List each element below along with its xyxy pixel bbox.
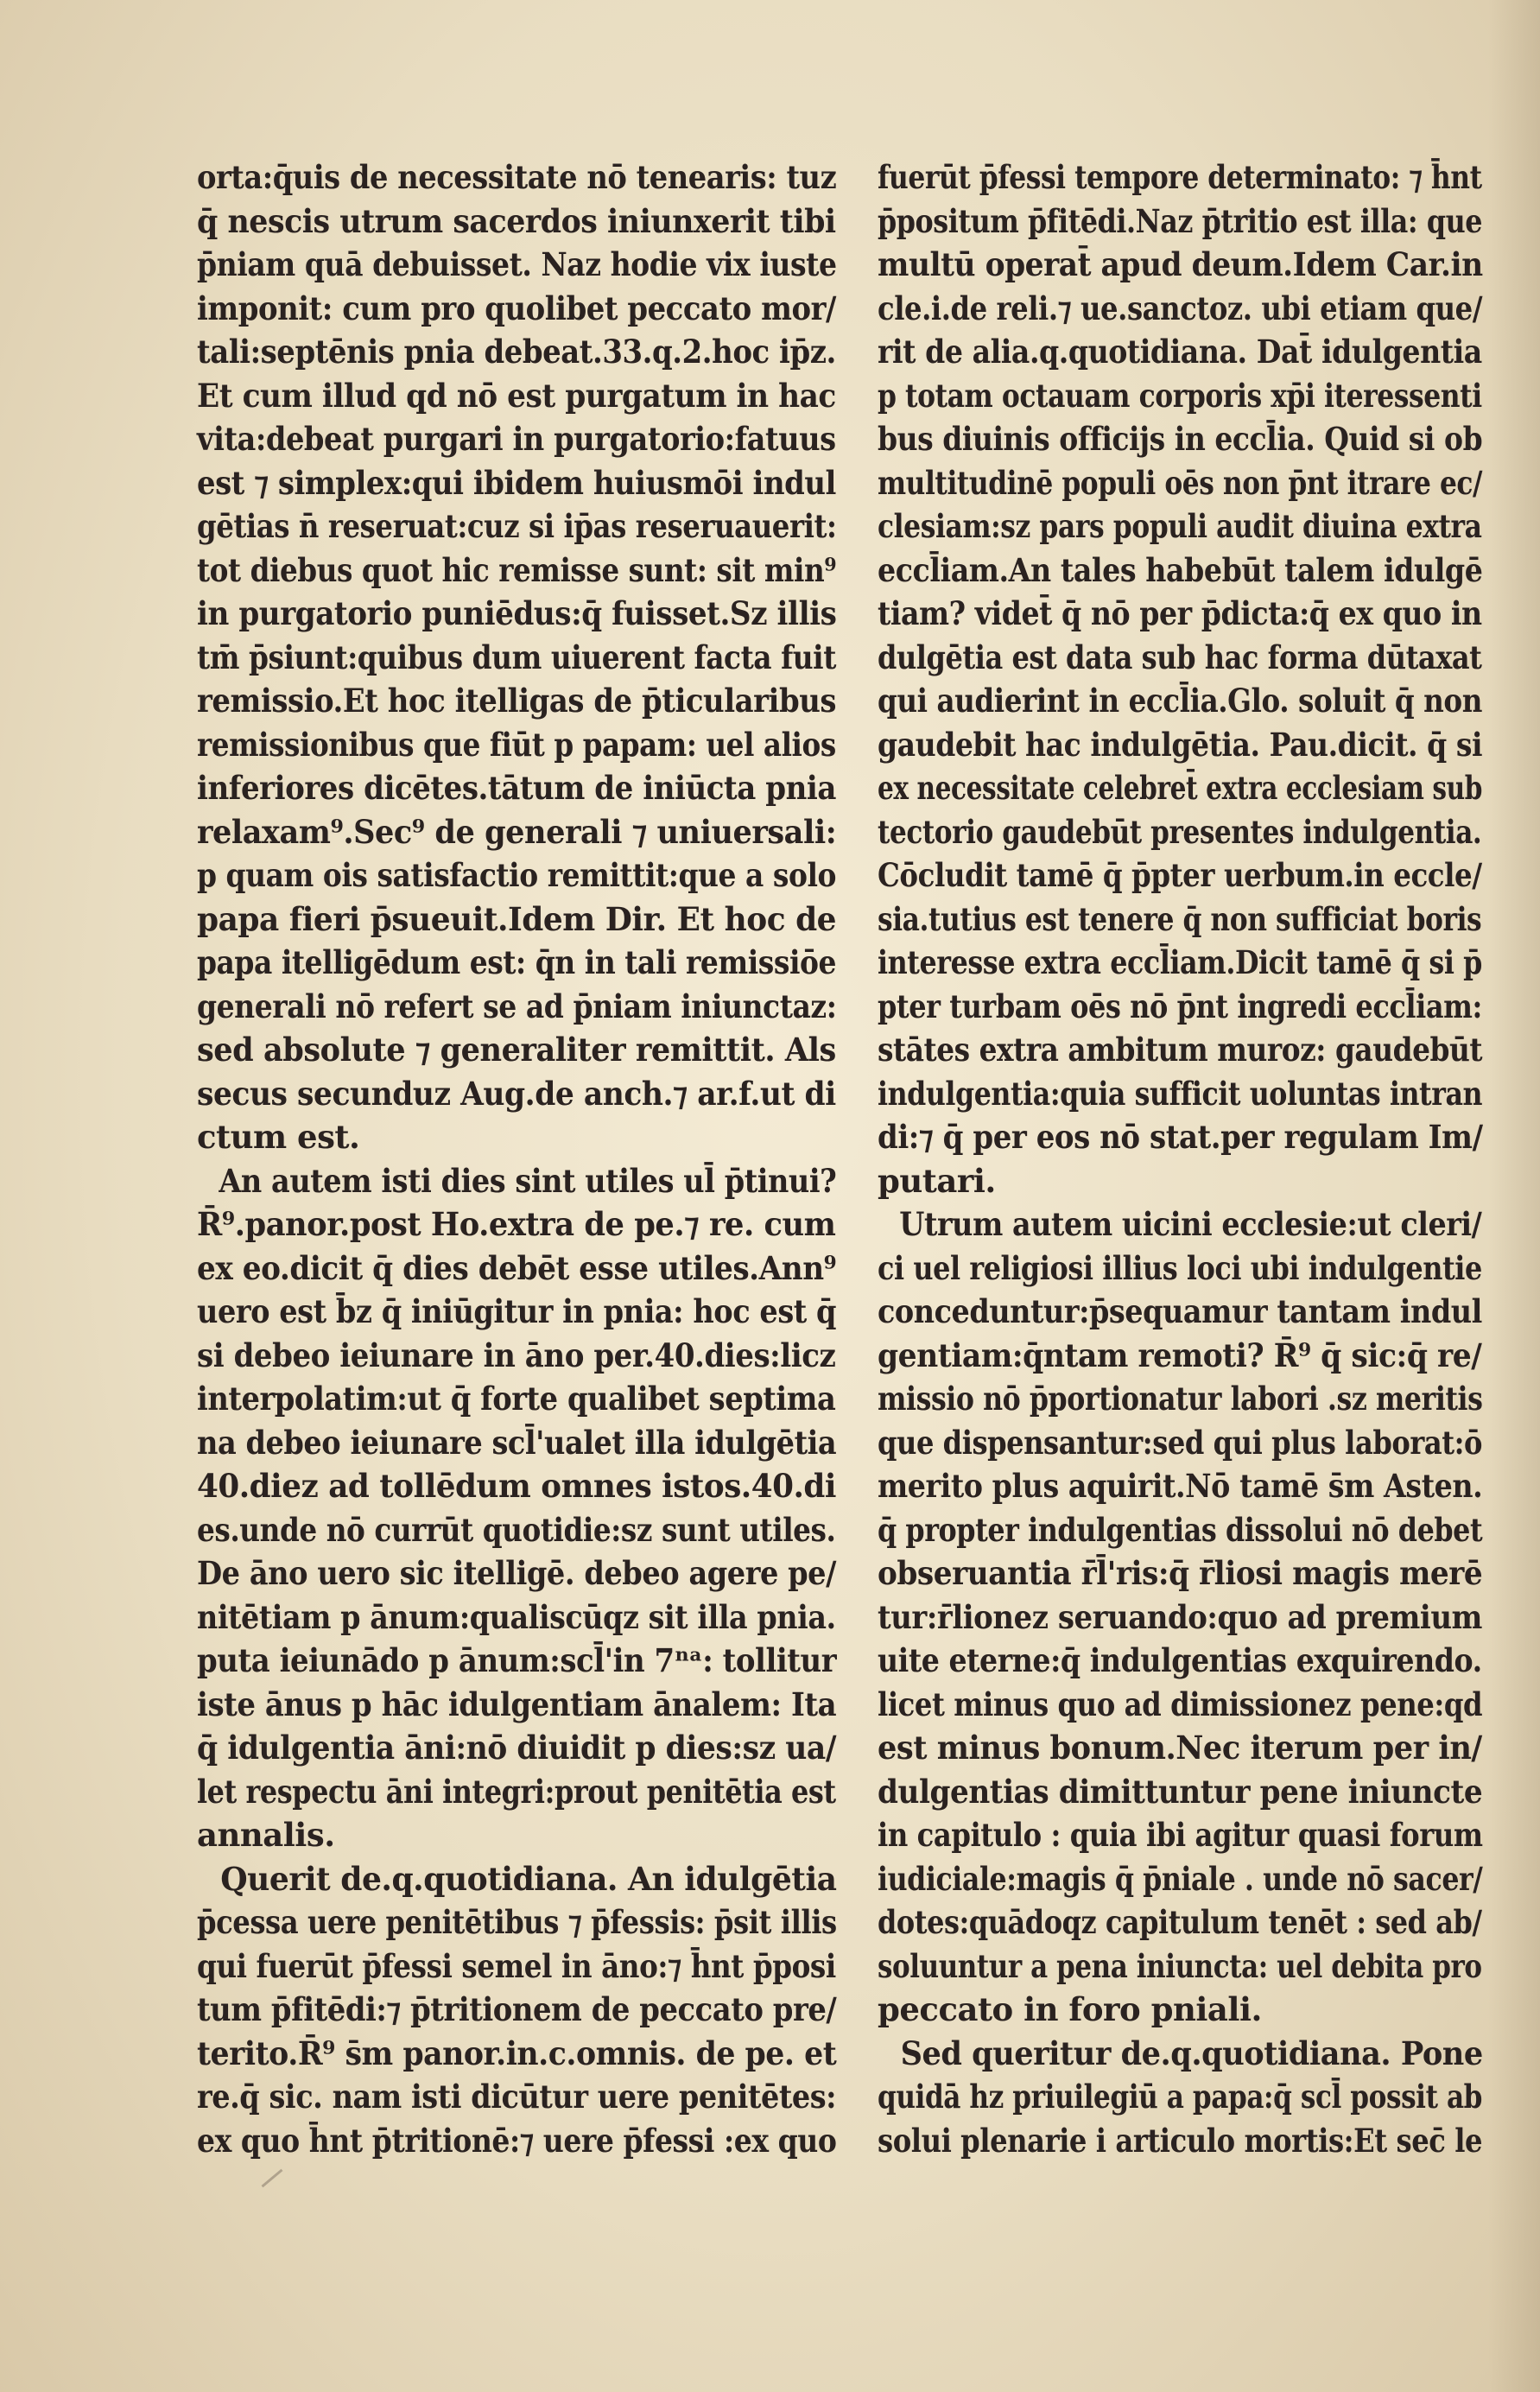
right-text-column [878,155,1482,2162]
text-line: q̄ idulgentia āni:nō diuidit p dies:sz ua/ [197,1729,836,1767]
text-line: p quam ois satisfactio remittit:que a solo [197,856,837,894]
text-line: imponit: cum pro quolibet peccato mor/ [197,289,836,327]
text-line: rit de alia.q.quotidiana. Dat̄ idulgentia [878,333,1482,371]
text-line: peccato in foro pniali. [878,1990,1262,2028]
text-line: ex necessitate celebret̄ extra ecclesiam sub [878,769,1482,807]
text-line: di:⁊ q̄ per eos nō stat.per regulam Im/ [878,1118,1483,1156]
text-line: tur:r̄lionez seruando:quo ad premium [878,1597,1482,1636]
text-line: q̄ nescis utrum sacerdos iniunxerit tibi [197,201,836,240]
text-line: secus secunduz Aug.de anch.⁊ ar.f.ut di [197,1074,836,1113]
text-line: 40.diez ad tollēdum omnes istos.40.di [197,1467,837,1505]
text-line: Cōcludit tamē q̄ p̄pter uerbum.in eccle/ [878,856,1482,894]
text-line: gaudebit hac indulgētia. Pau.dicit. q̄ si [878,725,1483,764]
text-line: nitētiam p ānum:qualiscūqz sit illa pnia. [197,1597,836,1636]
text-line: gentiam:q̄ntam remoti? R̄⁹ q̄ sic:q̄ re/ [878,1336,1482,1374]
text-line: tm̄ p̄siunt:quibus dum uiuerent facta fuit [197,638,836,676]
text-line: tum p̄fitēdi:⁊ p̄tritionem de peccato pre/ [197,1990,837,2028]
text-line: interpolatim:ut q̄ forte qualibet septima [197,1380,836,1418]
text-line: dulgentias dimittuntur pene iniuncte [878,1772,1483,1811]
text-line: De āno uero sic itelligē. debeo agere pe/ [197,1554,836,1592]
text-line: dotes:quādoqz capitulum tenēt : sed ab/ [878,1903,1482,1941]
text-line: annalis. [197,1816,335,1854]
text-line: uero est b̄z q̄ iniūgitur in pnia: hoc est q̄ [197,1292,837,1330]
text-line: remissio.Et hoc itelligas de p̄ticularibus [197,682,837,720]
text-line: sia.tutius est tenere q̄ non sufficiat boris [878,899,1482,938]
text-line: generali nō refert se ad p̄niam iniunctaz: [197,987,837,1025]
text-line: uite eterne:q̄ indulgentias exquirendo. [878,1641,1482,1679]
text-line: que dispensantur:sed qui plus laborat:ō [878,1423,1483,1462]
text-line: si debeo ieiunare in āno per.40.dies:licz [197,1336,836,1374]
text-line: conceduntur:p̄sequamur tantam indul [878,1292,1482,1330]
text-line: orta:q̄uis de necessitate nō tenearis: tuz [197,158,837,196]
text-line: inferiores dicētes.tātum de iniūcta pnia [197,769,836,807]
paragraph-start-line: Sed queritur de.q.quotidiana. Pone [900,2034,1483,2072]
text-line: bus diuinis officijs in eccl̄ia. Quid si ob [878,420,1483,458]
text-line: p̄positum p̄fitēdi.Naz p̄tritio est illa: que [878,201,1483,240]
text-line: solui plenarie i articulo mortis:Et sec̄ le [878,2121,1483,2160]
text-line: obseruantia r̄l̄'ris:q̄ r̄liosi magis merē [878,1554,1483,1592]
text-line: es.unde nō currūt quotidie:sz sunt utiles. [197,1510,836,1549]
text-line: in capitulo : quia ibi agitur quasi forum [878,1816,1483,1854]
text-line: multū operat̄ apud deum.Idem Car.in [878,245,1483,283]
text-line: multitudinē populi oēs non p̄nt itrare ec/ [878,463,1483,502]
text-line: cle.i.de reli.⁊ ue.sanctoz. ubi etiam que/ [878,289,1483,327]
left-text-column [197,155,836,2162]
text-line: in purgatorio puniēdus:q̄ fuisset.Sz illis [197,594,837,632]
text-line: p totam octauam corporis xp̄i iteressenti [878,376,1482,415]
text-line: fuerūt p̄fessi tempore determinato: ⁊ h̄nt [878,158,1482,196]
text-line: papa fieri p̄sueuit.Idem Dir. Et hoc de [197,899,837,938]
text-line: licet minus quo ad dimissionez pene:qd [878,1685,1483,1723]
text-line: missio nō p̄portionatur labori .sz meritis [878,1380,1483,1418]
text-line: eccl̄iam.An tales habebūt talem idulgē [878,550,1483,589]
text-line: iudiciale:magis q̄ p̄niale . unde nō sacer/ [878,1859,1483,1898]
ink-mark [262,2169,283,2188]
text-line: putari. [878,1161,996,1200]
text-line: qui fuerūt p̄fessi semel in āno:⁊ h̄nt p̄posi [197,1946,836,1985]
text-line: gētias n̄ reseruat:cuz si ip̄as reseruauerit: [197,507,837,545]
text-line: tali:septēnis pnia debeat.33.q.2.hoc ip̄z. [197,333,836,371]
text-line: R̄⁹.panor.post Ho.extra de pe.⁊ re. cum [197,1205,836,1243]
text-line: tot diebus quot hic remisse sunt: sit min⁹ [197,550,837,589]
text-line: tiam? videt̄ q̄ nō per p̄dicta:q̄ ex quo in [878,594,1482,632]
text-line: dulgētia est data sub hac forma dūtaxat [878,638,1482,676]
text-line: qui audierint in eccl̄ia.Glo. soluit q̄ non [878,682,1483,720]
page-edge-shadow [1488,0,1540,2392]
paragraph-start-line: Querit de.q.quotidiana. An idulgētia [220,1859,837,1898]
text-line: ctum est. [197,1118,360,1156]
text-line: vita:debeat purgari in purgatorio:fatuus [197,420,836,458]
text-line: relaxam⁹.Sec⁹ de generali ⁊ uniuersali: [197,812,837,851]
text-line: clesiam:sz pars populi audit diuina extra [878,507,1482,545]
text-line: q̄ propter indulgentias dissolui nō debet [878,1510,1483,1549]
text-line: soluuntur a pena iniuncta: uel debita pro [878,1946,1482,1985]
text-line: ci uel religiosi illius loci ubi indulgentie [878,1248,1482,1287]
text-line: indulgentia:quia sufficit uoluntas intran [878,1074,1483,1113]
text-line: tectorio gaudebūt presentes indulgentia. [878,812,1482,851]
paragraph-start-line: Utrum autem uicini ecclesie:ut cleri/ [899,1205,1482,1243]
text-line: quidā hz priuilegiū a papa:q̄ scl̄ possit ab [878,2078,1483,2116]
text-line: p̄cessa uere penitētibus ⁊ p̄fessis: p̄sit illis [197,1903,837,1941]
text-line: merito plus aquirit.Nō tamē s̄m Asten. [878,1467,1483,1505]
text-line: ex quo h̄nt p̄tritionē:⁊ uere p̄fessi :ex quo [197,2121,837,2160]
text-line: stātes extra ambitum muroz: gaudebūt [878,1031,1483,1069]
text-line: est ⁊ simplex:qui ibidem huiusmōi indul [197,463,836,502]
text-line: terito.R̄⁹ s̄m panor.in.c.omnis. de pe. et [197,2034,837,2072]
text-line: Et cum illud qd nō est purgatum in hac [197,376,836,415]
text-line: pter turbam oēs nō p̄nt ingredi eccl̄iam: [878,987,1482,1025]
text-line: let respectu āni integri:prout penitētia est [197,1772,836,1811]
text-line: puta ieiunādo p ānum:scl̄'in 7ⁿᵃ: tollitur [197,1641,837,1679]
text-line: ex eo.dicit q̄ dies debēt esse utiles.Ann⁹ [197,1248,837,1287]
text-line: remissionibus que fiūt p papam: uel alios [197,725,836,764]
text-line: iste ānus p hāc idulgentiam ānalem: Ita [197,1685,837,1723]
text-line: p̄niam quā debuisset. Naz hodie vix iuste [197,245,837,283]
text-line: na debeo ieiunare scl̄'ualet illa idulgētia [197,1423,837,1462]
text-line: interesse extra eccl̄iam.Dicit tamē q̄ si p̄ [878,943,1482,981]
text-line: est minus bonum.Nec iterum per in/ [878,1729,1482,1767]
paragraph-start-line: An autem isti dies sint utiles ul̄ p̄tinui? [219,1161,837,1200]
text-line: papa itelligēdum est: q̄n in tali remissiōe [197,943,836,981]
text-line: re.q̄ sic. nam isti dicūtur uere penitētes: [197,2078,837,2116]
text-line: sed absolute ⁊ generaliter remittit. Als [197,1031,836,1069]
